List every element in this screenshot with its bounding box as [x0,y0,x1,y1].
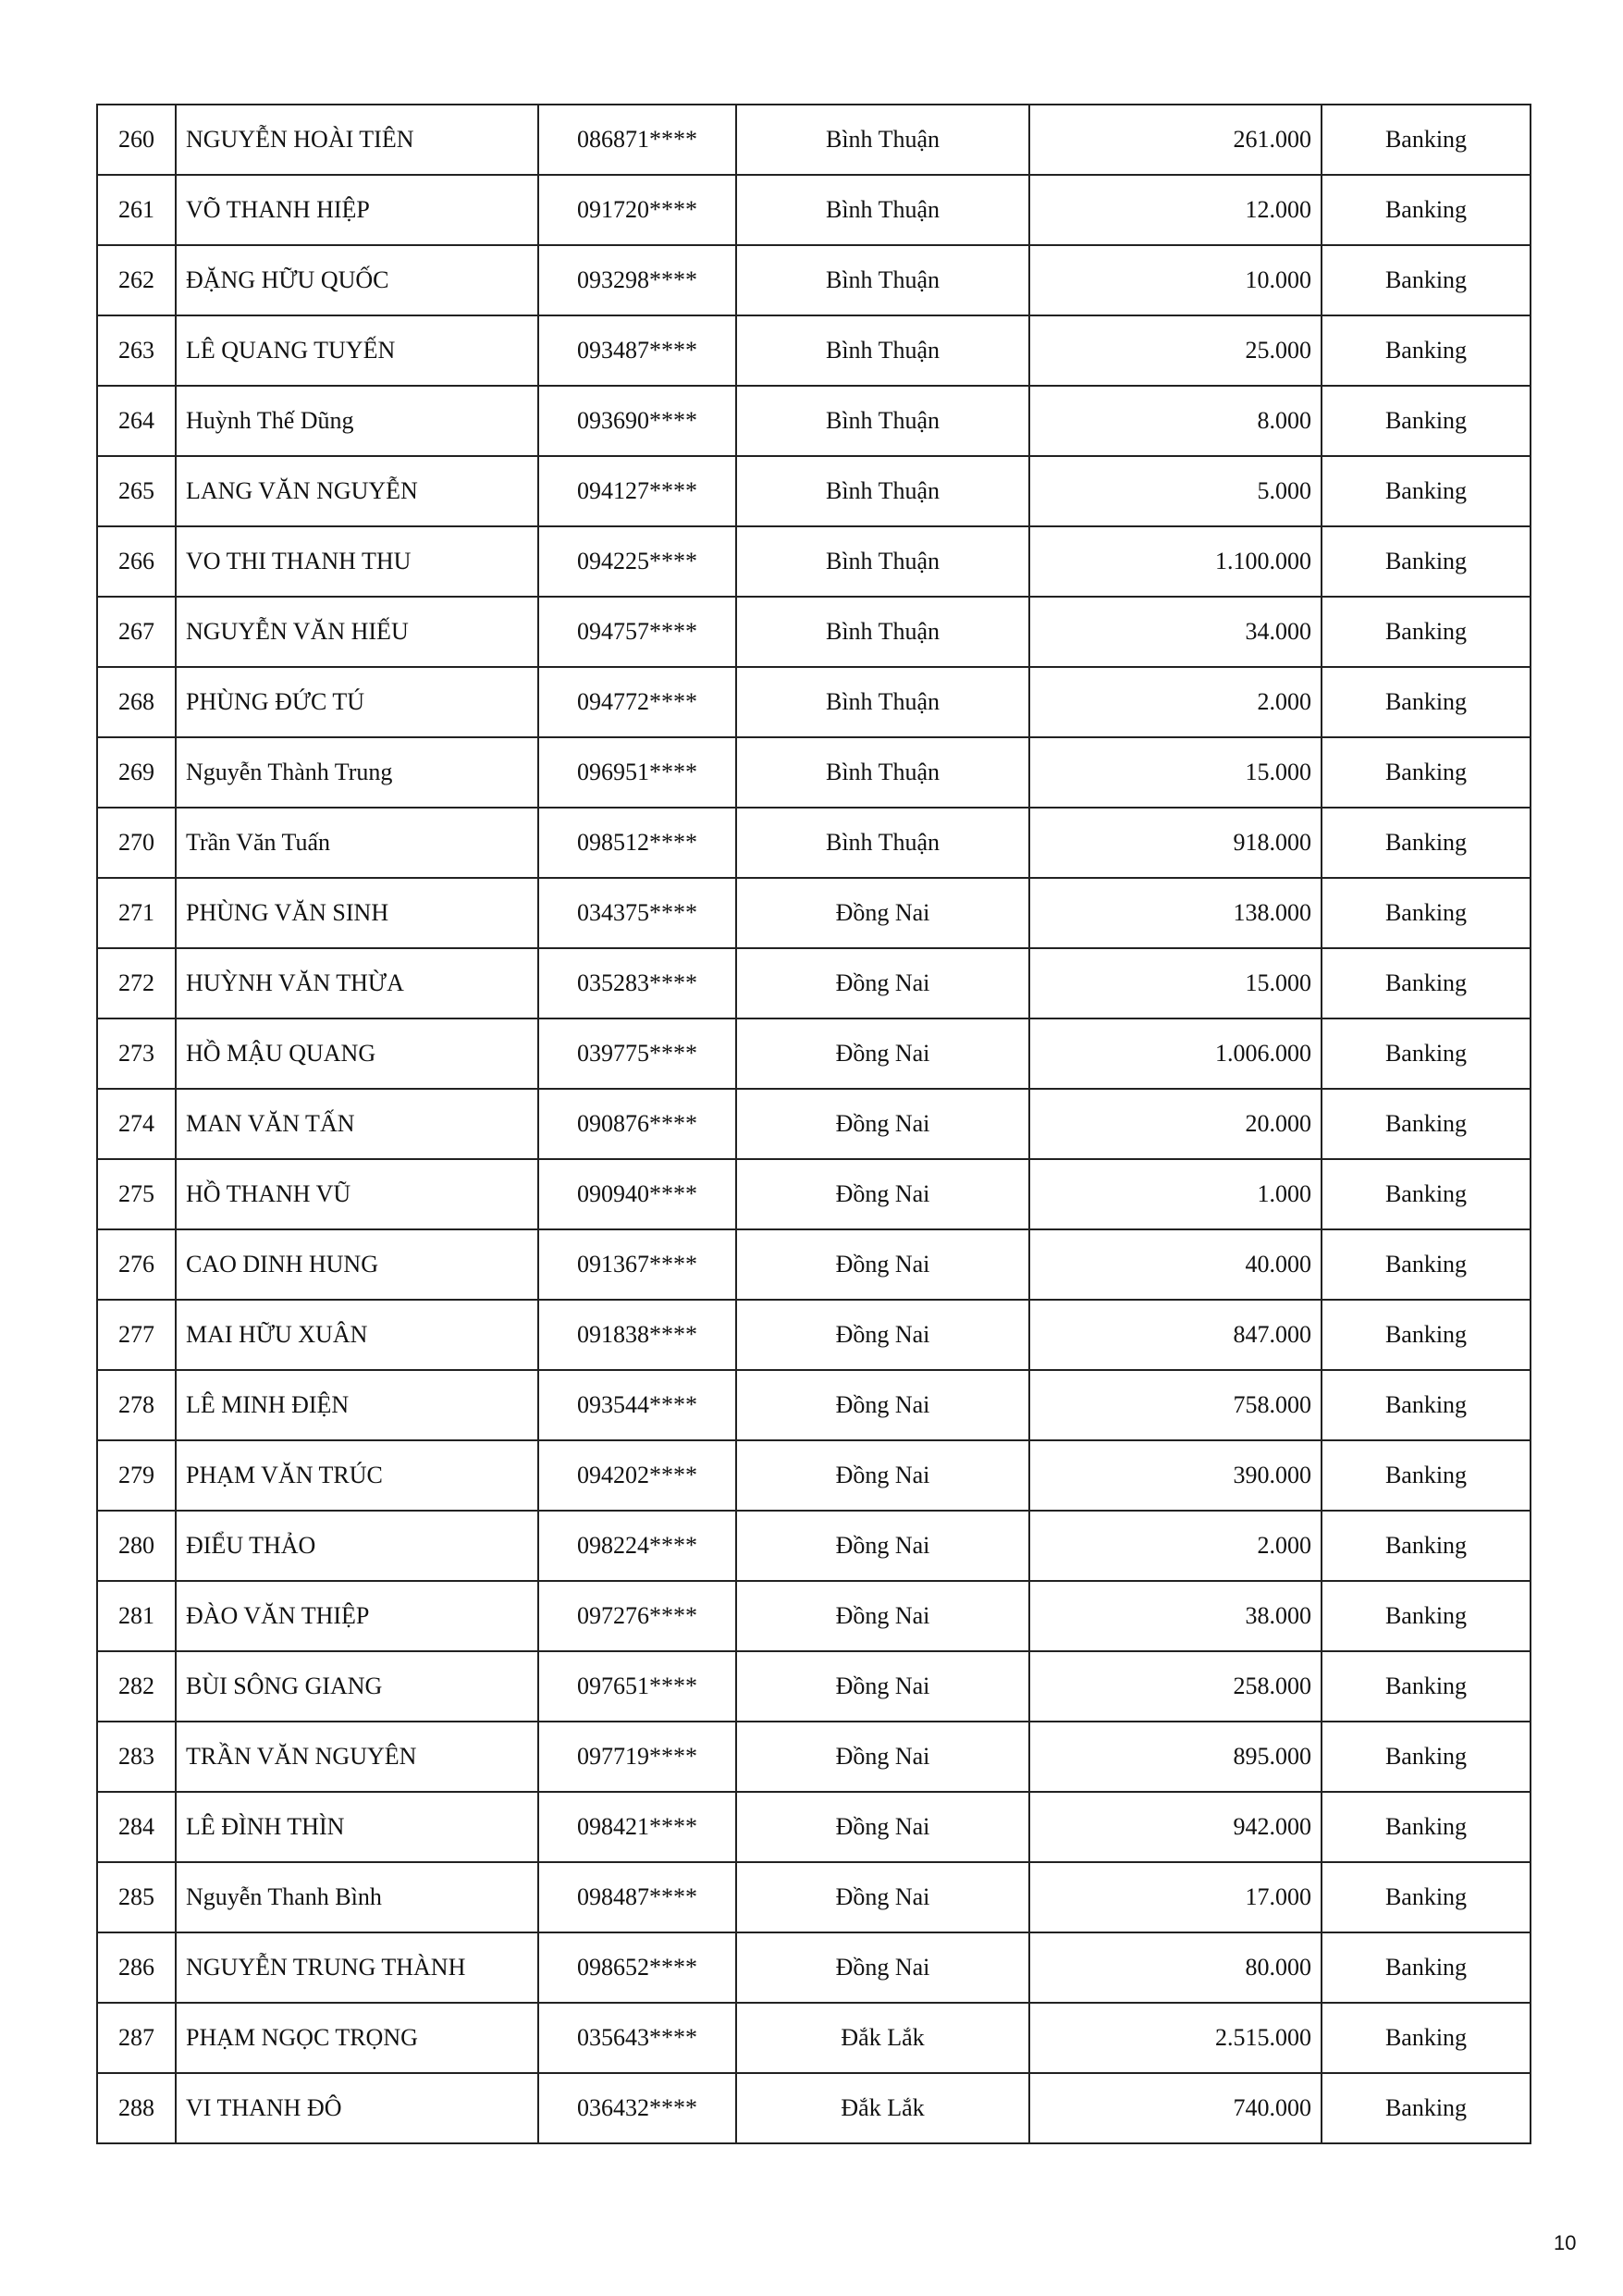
province: Đồng Nai [736,1370,1029,1440]
phone-number: 090876**** [538,1089,736,1159]
donor-name: PHÙNG ĐỨC TÚ [176,667,538,737]
donor-name: LÊ ĐÌNH THÌN [176,1792,538,1862]
phone-number: 035283**** [538,948,736,1018]
table-body [97,105,1531,2143]
donor-name: VO THI THANH THU [176,526,538,597]
amount: 1.100.000 [1029,526,1322,597]
row-index: 283 [97,1722,176,1792]
row-index: 278 [97,1370,176,1440]
phone-number: 036432**** [538,2073,736,2143]
phone-number: 097719**** [538,1722,736,1792]
amount: 40.000 [1029,1229,1322,1300]
phone-number: 090940**** [538,1159,736,1229]
phone-number: 086871**** [538,105,736,175]
province: Bình Thuận [736,597,1029,667]
province: Đồng Nai [736,1300,1029,1370]
row-index: 287 [97,2003,176,2073]
table-row [97,1018,1531,1089]
payment-method: Banking [1322,1722,1531,1792]
province: Bình Thuận [736,526,1029,597]
phone-number: 097651**** [538,1651,736,1722]
province: Bình Thuận [736,737,1029,808]
amount: 10.000 [1029,245,1322,315]
province: Đắk Lắk [736,2073,1029,2143]
amount: 258.000 [1029,1651,1322,1722]
amount: 1.006.000 [1029,1018,1322,1089]
phone-number: 097276**** [538,1581,736,1651]
phone-number: 034375**** [538,878,736,948]
donor-name: LÊ MINH ĐIỆN [176,1370,538,1440]
donor-name: VI THANH ĐÔ [176,2073,538,2143]
table-row [97,1159,1531,1229]
province: Đồng Nai [736,1862,1029,1932]
amount: 2.000 [1029,1511,1322,1581]
province: Đồng Nai [736,1932,1029,2003]
amount: 2.515.000 [1029,2003,1322,2073]
amount: 34.000 [1029,597,1322,667]
table-row [97,1370,1531,1440]
payment-method: Banking [1322,1440,1531,1511]
row-index: 269 [97,737,176,808]
payment-method: Banking [1322,1370,1531,1440]
table-row [97,245,1531,315]
province: Đồng Nai [736,948,1029,1018]
amount: 17.000 [1029,1862,1322,1932]
phone-number: 098421**** [538,1792,736,1862]
province: Bình Thuận [736,175,1029,245]
table-row [97,1792,1531,1862]
payment-method: Banking [1322,597,1531,667]
province: Bình Thuận [736,456,1029,526]
donor-name: HỒ MẬU QUANG [176,1018,538,1089]
row-index: 262 [97,245,176,315]
row-index: 279 [97,1440,176,1511]
row-index: 264 [97,386,176,456]
amount: 15.000 [1029,948,1322,1018]
donor-name: TRẦN VĂN NGUYÊN [176,1722,538,1792]
payment-method: Banking [1322,1581,1531,1651]
phone-number: 094757**** [538,597,736,667]
payment-method: Banking [1322,1089,1531,1159]
payment-method: Banking [1322,948,1531,1018]
table-row [97,2003,1531,2073]
table-row [97,878,1531,948]
amount: 847.000 [1029,1300,1322,1370]
donor-name: VÕ THANH HIỆP [176,175,538,245]
row-index: 261 [97,175,176,245]
donor-name: HỒ THANH VŨ [176,1159,538,1229]
row-index: 285 [97,1862,176,1932]
province: Đắk Lắk [736,2003,1029,2073]
payment-method: Banking [1322,878,1531,948]
phone-number: 035643**** [538,2003,736,2073]
donor-name: Huỳnh Thế Dũng [176,386,538,456]
amount: 1.000 [1029,1159,1322,1229]
amount: 758.000 [1029,1370,1322,1440]
table-row [97,175,1531,245]
donor-name: PHẠM NGỌC TRỌNG [176,2003,538,2073]
payment-method: Banking [1322,1792,1531,1862]
table-row [97,1932,1531,2003]
province: Đồng Nai [736,1159,1029,1229]
donor-name: NGUYỄN TRUNG THÀNH [176,1932,538,2003]
table-row [97,526,1531,597]
donor-name: LANG VĂN NGUYỄN [176,456,538,526]
phone-number: 094202**** [538,1440,736,1511]
row-index: 280 [97,1511,176,1581]
province: Bình Thuận [736,245,1029,315]
table-row [97,315,1531,386]
donor-name: BÙI SÔNG GIANG [176,1651,538,1722]
phone-number: 094772**** [538,667,736,737]
amount: 80.000 [1029,1932,1322,2003]
amount: 15.000 [1029,737,1322,808]
province: Bình Thuận [736,667,1029,737]
row-index: 277 [97,1300,176,1370]
phone-number: 091720**** [538,175,736,245]
row-index: 260 [97,105,176,175]
amount: 38.000 [1029,1581,1322,1651]
phone-number: 098487**** [538,1862,736,1932]
payment-method: Banking [1322,175,1531,245]
donor-name: LÊ QUANG TUYẾN [176,315,538,386]
table-row [97,1651,1531,1722]
donor-name: Nguyễn Thành Trung [176,737,538,808]
table-row [97,667,1531,737]
donor-name: HUỲNH VĂN THỪA [176,948,538,1018]
amount: 740.000 [1029,2073,1322,2143]
amount: 138.000 [1029,878,1322,948]
phone-number: 093690**** [538,386,736,456]
table-row [97,808,1531,878]
row-index: 266 [97,526,176,597]
province: Đồng Nai [736,878,1029,948]
amount: 5.000 [1029,456,1322,526]
donor-name: ĐÀO VĂN THIỆP [176,1581,538,1651]
table-row [97,948,1531,1018]
row-index: 270 [97,808,176,878]
province: Đồng Nai [736,1651,1029,1722]
table-row [97,1440,1531,1511]
table-row [97,386,1531,456]
donor-name: NGUYỄN VĂN HIẾU [176,597,538,667]
donor-name: NGUYỄN HOÀI TIÊN [176,105,538,175]
table-row [97,105,1531,175]
table-row [97,737,1531,808]
payment-method: Banking [1322,1159,1531,1229]
province: Đồng Nai [736,1581,1029,1651]
payment-method: Banking [1322,2003,1531,2073]
payment-method: Banking [1322,667,1531,737]
donation-table [96,104,1531,2144]
table-row [97,1300,1531,1370]
row-index: 267 [97,597,176,667]
amount: 942.000 [1029,1792,1322,1862]
phone-number: 094225**** [538,526,736,597]
amount: 895.000 [1029,1722,1322,1792]
table-row [97,597,1531,667]
payment-method: Banking [1322,315,1531,386]
row-index: 281 [97,1581,176,1651]
province: Đồng Nai [736,1229,1029,1300]
donor-name: PHẠM VĂN TRÚC [176,1440,538,1511]
province: Bình Thuận [736,315,1029,386]
row-index: 286 [97,1932,176,2003]
province: Đồng Nai [736,1722,1029,1792]
phone-number: 098512**** [538,808,736,878]
donor-name: MAI HỮU XUÂN [176,1300,538,1370]
table-row [97,1862,1531,1932]
row-index: 272 [97,948,176,1018]
province: Bình Thuận [736,808,1029,878]
table-row [97,1722,1531,1792]
payment-method: Banking [1322,1862,1531,1932]
phone-number: 093487**** [538,315,736,386]
payment-method: Banking [1322,1229,1531,1300]
province: Đồng Nai [736,1511,1029,1581]
amount: 25.000 [1029,315,1322,386]
table-row [97,1229,1531,1300]
row-index: 265 [97,456,176,526]
row-index: 282 [97,1651,176,1722]
province: Đồng Nai [736,1440,1029,1511]
payment-method: Banking [1322,526,1531,597]
row-index: 263 [97,315,176,386]
payment-method: Banking [1322,737,1531,808]
donor-name: PHÙNG VĂN SINH [176,878,538,948]
payment-method: Banking [1322,386,1531,456]
payment-method: Banking [1322,1018,1531,1089]
phone-number: 039775**** [538,1018,736,1089]
amount: 8.000 [1029,386,1322,456]
donor-name: ĐIỂU THẢO [176,1511,538,1581]
row-index: 284 [97,1792,176,1862]
amount: 20.000 [1029,1089,1322,1159]
amount: 2.000 [1029,667,1322,737]
phone-number: 091838**** [538,1300,736,1370]
payment-method: Banking [1322,2073,1531,2143]
phone-number: 098652**** [538,1932,736,2003]
row-index: 275 [97,1159,176,1229]
amount: 261.000 [1029,105,1322,175]
row-index: 273 [97,1018,176,1089]
phone-number: 093544**** [538,1370,736,1440]
province: Bình Thuận [736,386,1029,456]
payment-method: Banking [1322,105,1531,175]
donor-name: MAN VĂN TẤN [176,1089,538,1159]
row-index: 276 [97,1229,176,1300]
page-number: 10 [1554,2231,1577,2254]
table-row [97,456,1531,526]
province: Đồng Nai [736,1018,1029,1089]
payment-method: Banking [1322,456,1531,526]
table-row [97,2073,1531,2143]
phone-number: 091367**** [538,1229,736,1300]
table-row [97,1089,1531,1159]
payment-method: Banking [1322,245,1531,315]
amount: 390.000 [1029,1440,1322,1511]
phone-number: 096951**** [538,737,736,808]
row-index: 274 [97,1089,176,1159]
donor-name: Trần Văn Tuấn [176,808,538,878]
province: Đồng Nai [736,1792,1029,1862]
phone-number: 093298**** [538,245,736,315]
row-index: 288 [97,2073,176,2143]
phone-number: 094127**** [538,456,736,526]
payment-method: Banking [1322,1651,1531,1722]
table-row [97,1511,1531,1581]
phone-number: 098224**** [538,1511,736,1581]
amount: 12.000 [1029,175,1322,245]
table-row [97,1581,1531,1651]
province: Đồng Nai [736,1089,1029,1159]
donor-name: Nguyễn Thanh Bình [176,1862,538,1932]
province: Bình Thuận [736,105,1029,175]
payment-method: Banking [1322,1300,1531,1370]
row-index: 271 [97,878,176,948]
row-index: 268 [97,667,176,737]
amount: 918.000 [1029,808,1322,878]
donor-name: CAO DINH HUNG [176,1229,538,1300]
payment-method: Banking [1322,808,1531,878]
payment-method: Banking [1322,1511,1531,1581]
payment-method: Banking [1322,1932,1531,2003]
donor-name: ĐẶNG HỮU QUỐC [176,245,538,315]
